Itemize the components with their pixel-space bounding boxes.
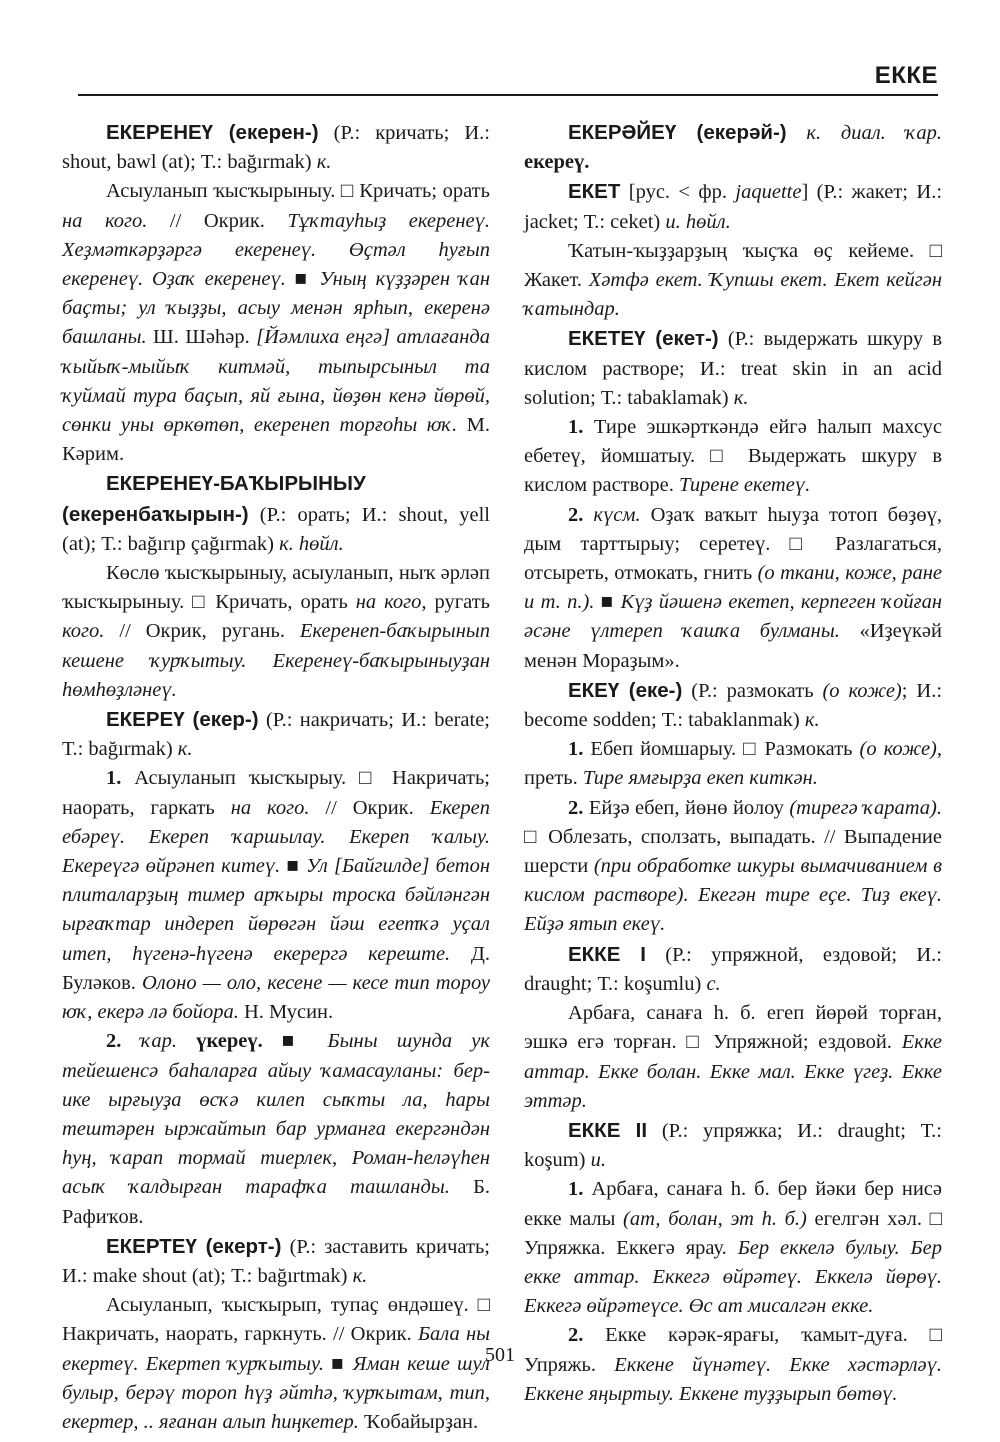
italic-text: күсм. <box>593 503 641 526</box>
entry-text: Б. Рафиҡов. <box>62 1176 490 1228</box>
entry-text: Арбаға, санаға һ. б. бер йәки бер нисә екке малы <box>524 1178 942 1230</box>
italic-text: к. <box>352 1264 368 1287</box>
bold-text: ЕКЕТЕҮ (екет-) <box>568 327 719 351</box>
italic-text: ҡар. <box>140 1030 177 1053</box>
entry-paragraph <box>62 118 490 177</box>
entry-text: Ҡатын-ҡыҙҙарҙың ҡыҫҡа өҫ кейеме. □ Жакет. <box>524 239 942 292</box>
italic-text: с. <box>706 972 721 995</box>
italic-text: [Йәмлиха еңгә] атлағанда ҡыйыҡ-мыйыҡ китмәй, тыпырсыныл та ҡуймай тура баҫып, яй ғына, йөҙөн кенә йөрөй, сөнки уны өркөтөп, екеренеп торғоһы юҡ. <box>62 326 490 437</box>
entry-text: ] (Р.: жакет; И.: jacket; Т.: ceket) <box>524 181 943 233</box>
entry-paragraph <box>524 676 942 735</box>
entry-paragraph <box>62 469 490 559</box>
entry-paragraph <box>524 501 942 676</box>
italic-text: Тұҡтауһыҙ екеренеү. Хеҙмәткәрҙәргә екеренеү. Өҫтәл һуғып екеренеү. Оҙаҡ екеренеү. <box>62 209 490 291</box>
entry-text: // Окрик, ругань. <box>104 620 300 643</box>
entry-text: Ш. Шәһәр. <box>146 326 257 349</box>
entry-text: ■ <box>262 1030 328 1053</box>
entry-text: «Иҙеүкәй менән Мораҙым». <box>524 620 943 672</box>
entry-paragraph <box>62 1232 490 1291</box>
running-header <box>78 60 938 96</box>
page-number: 501 <box>485 1344 515 1366</box>
entry-text: (Р.: кричать; И.: shout, bawl (at); Т.: bağırmak) <box>62 122 490 174</box>
italic-text: на кого. <box>62 209 148 232</box>
italic-text: к. <box>177 738 193 761</box>
entry-paragraph <box>62 559 490 705</box>
entry-text: ■ <box>285 268 320 291</box>
entry-text: Асыуланып ҡысҡырыу. □ Накричать; наорать, гаркать <box>62 767 490 819</box>
italic-text: к. <box>316 151 332 174</box>
bold-text: 1. <box>568 738 584 761</box>
italic-text: (ат, болан, эт һ. б.) <box>623 1207 807 1230</box>
left-column <box>62 118 490 1437</box>
bold-text: ЕКЕҮ (еке-) <box>568 678 683 702</box>
entry-text: М. Кәрим. <box>62 414 491 466</box>
bold-text: 2. <box>568 796 584 819</box>
bold-text: үкереү. <box>196 1030 263 1053</box>
entry-paragraph <box>524 1175 942 1321</box>
italic-text: Екеренеп-баҡырынып кешене ҡурҡытыу. Екеренеү-баҡырыныуҙан һөмһөҙләнеү. <box>62 620 490 701</box>
entry-paragraph <box>524 940 942 999</box>
entry-text: ■ <box>594 591 621 614</box>
bold-text: ЕКЕРЕНЕҮ-БАҠЫРЫНЫУ (екеренбаҡырын-) <box>62 472 366 526</box>
italic-text: Күҙ йәшенә екетеп, керпеген ҡойған әсәне үлтереп ҡашҡа булманы. <box>524 591 943 643</box>
bold-text: ЕККЕ II <box>568 1118 648 1142</box>
bold-text: ЕКЕРЕНЕҮ (екерен-) <box>106 121 319 144</box>
italic-text: Бер еккелә булыу. Бер екке аттар. Еккегә өйрәтеү. Еккелә йөрөү. Еккегә өйрәтеүсе. Өс ат мисалгән екке. <box>524 1236 942 1318</box>
entry-text: Асыуланып, ҡысҡырып, тупаҫ өндәшеү. □ Накричать, наорать, гаркнуть. // Окрик. <box>62 1294 490 1346</box>
entry-text <box>787 122 807 144</box>
italic-text: Еккене йүнәтеү. Екке хәстәрләү. Еккене яңыртыу. Еккене туҙҙырып бөтөү. <box>524 1353 942 1405</box>
italic-text: Яман кеше шул булыр, берәү тороп һүҙ әйтһә, ҡурҡытам, тип, екертер, .. яғанан алып һиңкетер. <box>62 1352 490 1433</box>
entry-text: Ебеп йомшарыу. □ Размокать <box>583 738 860 761</box>
entry-paragraph <box>524 794 942 940</box>
bold-text: 1. <box>568 416 584 439</box>
entry-paragraph <box>524 177 942 236</box>
italic-text: Екке аттар. Екке болан. Екке мал. Екке үгеҙ. Екке эттәр. <box>524 1031 942 1112</box>
italic-text: Уның күҙҙәрен ҡан баҫты; ул ҡыҙҙы, асыу менән ярһып, екеренә башланы. <box>62 268 490 349</box>
entry-text: // Окрик. <box>309 796 430 819</box>
entry-text: егелгән хәл. □ Упряжка. Еккегә ярау. <box>524 1207 942 1259</box>
entry-text: Д. Буләков. <box>62 942 490 994</box>
bold-text: ЕКЕРЕҮ (екер-) <box>106 708 259 732</box>
italic-text: кого. <box>62 620 105 643</box>
entry-text: (Р.: упряжной, ездовой; И.: draught; Т.: koşumlu) <box>524 943 942 995</box>
bold-text: 2. <box>568 1324 584 1347</box>
entry-paragraph <box>524 237 942 325</box>
entry-text: □ Облезать, сползать, выпадать. // Выпадение шерсти <box>524 825 942 878</box>
entry-paragraph <box>62 764 490 1027</box>
entry-paragraph <box>524 118 942 177</box>
italic-text: Ул [Байгилде] бетон плиталарҙың тимер арҡыры троска бәйләнгән ырғаҡтар индереп йөрөгән йәш егетҡә уҫал итеп, һүгенә-һүгенә екерергә кереште. <box>62 855 490 965</box>
entry-text: (Р.: заставить кричать; И.: make shout (at); Т.: bağırtmak) <box>62 1235 490 1287</box>
entry-text: [рус. < фр. <box>620 181 736 204</box>
entry-text: ■ <box>324 1352 353 1375</box>
italic-text: Быны шунда ук тейешенсә баһаларға айыу ҡамасауланы: бер-ике ырғыуҙа өсҡә килеп сыҡты ла, һары тештәрен ыржайтып бар урманға екергәндән һуң, ҡарап тормай тиерлек, Роман-һеләүһен асыҡ ҡалдырған тарафҡа ташланды. <box>62 1030 490 1199</box>
right-column <box>524 118 942 1409</box>
italic-text: Бала ны екертеү. Екертеп ҡурҡытыу. <box>62 1323 490 1375</box>
entry-text: (Р.: упряжка; И.: draught; Т.: koşum) <box>524 1119 942 1172</box>
italic-text: на кого. <box>230 796 310 819</box>
entry-paragraph <box>524 735 942 793</box>
entry-text: Н. Мусин. <box>238 1001 334 1024</box>
bold-text: ЕКЕРӘЙЕҮ (екерәй-) <box>568 121 787 144</box>
italic-text: (о коже) <box>822 679 902 702</box>
italic-text: (о коже), <box>859 738 942 761</box>
entry-text: Оҙаҡ ваҡыт һыуҙа тотоп бөҙөү, дым тарттырыу; серетеү. □ Разлагаться, отсыреть, отмокать, гнить <box>524 503 942 585</box>
entry-text: (Р.: накричать; И.: berate; Т.: bağırmak) <box>62 709 490 761</box>
bold-text: ЕКЕРТЕҮ (екерт-) <box>106 1234 282 1258</box>
italic-text: (тирегә ҡарата). <box>789 796 943 819</box>
italic-text: Тире ямғырҙа екеп киткән. <box>582 767 818 790</box>
italic-text: к. <box>733 386 749 409</box>
entry-text: Ейҙә ебеп, йөнө йолоу <box>583 796 790 819</box>
bold-text: ЕКЕТ <box>568 180 621 204</box>
entry-paragraph <box>62 1027 490 1231</box>
entry-paragraph <box>524 999 942 1116</box>
entry-paragraph <box>524 324 942 413</box>
entry-paragraph <box>62 705 490 764</box>
bold-text: 1. <box>568 1178 584 1201</box>
italic-text: (о ткани, коже, ране и т. п.). <box>524 562 942 614</box>
bold-text: 1. <box>106 767 122 790</box>
italic-text: к. һөйл. <box>279 532 344 555</box>
header-title: ЕККЕ <box>874 62 938 89</box>
italic-text: к. <box>804 709 820 732</box>
entry-text: ; И.: become sodden; Т.: tabaklanmak) <box>524 679 943 732</box>
entry-text: // Окрик. <box>147 209 288 232</box>
entry-text <box>121 1030 140 1052</box>
entry-text: ругать <box>426 591 491 614</box>
entry-text: Ҡобайырҙан. <box>358 1410 479 1433</box>
entry-text: преть. <box>524 767 583 790</box>
italic-text: Тирене екетеү. <box>679 474 811 497</box>
entry-text: (Р.: размокать <box>682 679 823 702</box>
italic-text: на кого, <box>355 591 427 614</box>
entry-paragraph <box>524 413 942 501</box>
bold-text: екереү. <box>524 151 590 174</box>
italic-text: Хәтфә екет. Ҡупшы екет. Екет кейгән ҡатындар. <box>524 269 942 321</box>
entry-text: (Р.: выдержать шкуру в кислом растворе; И.: treat skin in an acid solution; Т.: tabaklamak) <box>524 328 943 409</box>
entry-text <box>177 1030 196 1052</box>
entry-paragraph <box>62 177 490 469</box>
entry-text: Көслө ҡысҡырыныу, асыуланып, ныҡ әрләп ҡысҡырыныу. □ Кричать, орать <box>62 562 490 614</box>
bold-text: 2. <box>568 503 584 526</box>
entry-text <box>583 504 593 526</box>
italic-text: и. <box>590 1149 606 1172</box>
italic-text: jaquette <box>735 181 802 204</box>
italic-text: Екереп ебәреү. Екереп ҡаршылау. Екереп ҡалыу. Екереүгә өйрәнеп китеү. <box>62 796 490 878</box>
entry-paragraph <box>524 1116 942 1175</box>
entry-text: ■ <box>280 855 307 878</box>
italic-text: Олоно — оло, кесене — кесе тип тороу юҡ, екерә лә бойора. <box>62 971 490 1024</box>
bold-text: ЕККЕ I <box>568 942 646 966</box>
bold-text: 2. <box>106 1030 122 1053</box>
italic-text: (при обработке шкуры вымачиванием в кислом растворе). Екегән тире еҫе. Тиҙ екеү. Ейҙә ятып екеү. <box>524 855 942 936</box>
entry-text: (Р.: орать; И.: shout, yell (at); Т.: bağırıp çağırmak) <box>62 503 490 555</box>
entry-text: Тире эшкәрткәндә ейгә һалып махсус ебетеү, йомшатыу. □ Выдержать шкуру в кислом растворе. <box>524 416 942 497</box>
entry-text: Екке кәрәк-ярағы, ҡамыт-дуға. □ Упряжь. <box>524 1324 942 1376</box>
italic-text: к. диал. ҡар. <box>806 122 942 144</box>
entry-text: Арбаға, санаға һ. б. егеп йөрөй торған, эшкә егә торған. □ Упряжной; ездовой. <box>524 1002 942 1054</box>
entry-text: Асыуланып ҡысҡырыныу. □ Кричать; орать <box>106 180 490 203</box>
italic-text: и. һөйл. <box>665 210 731 233</box>
